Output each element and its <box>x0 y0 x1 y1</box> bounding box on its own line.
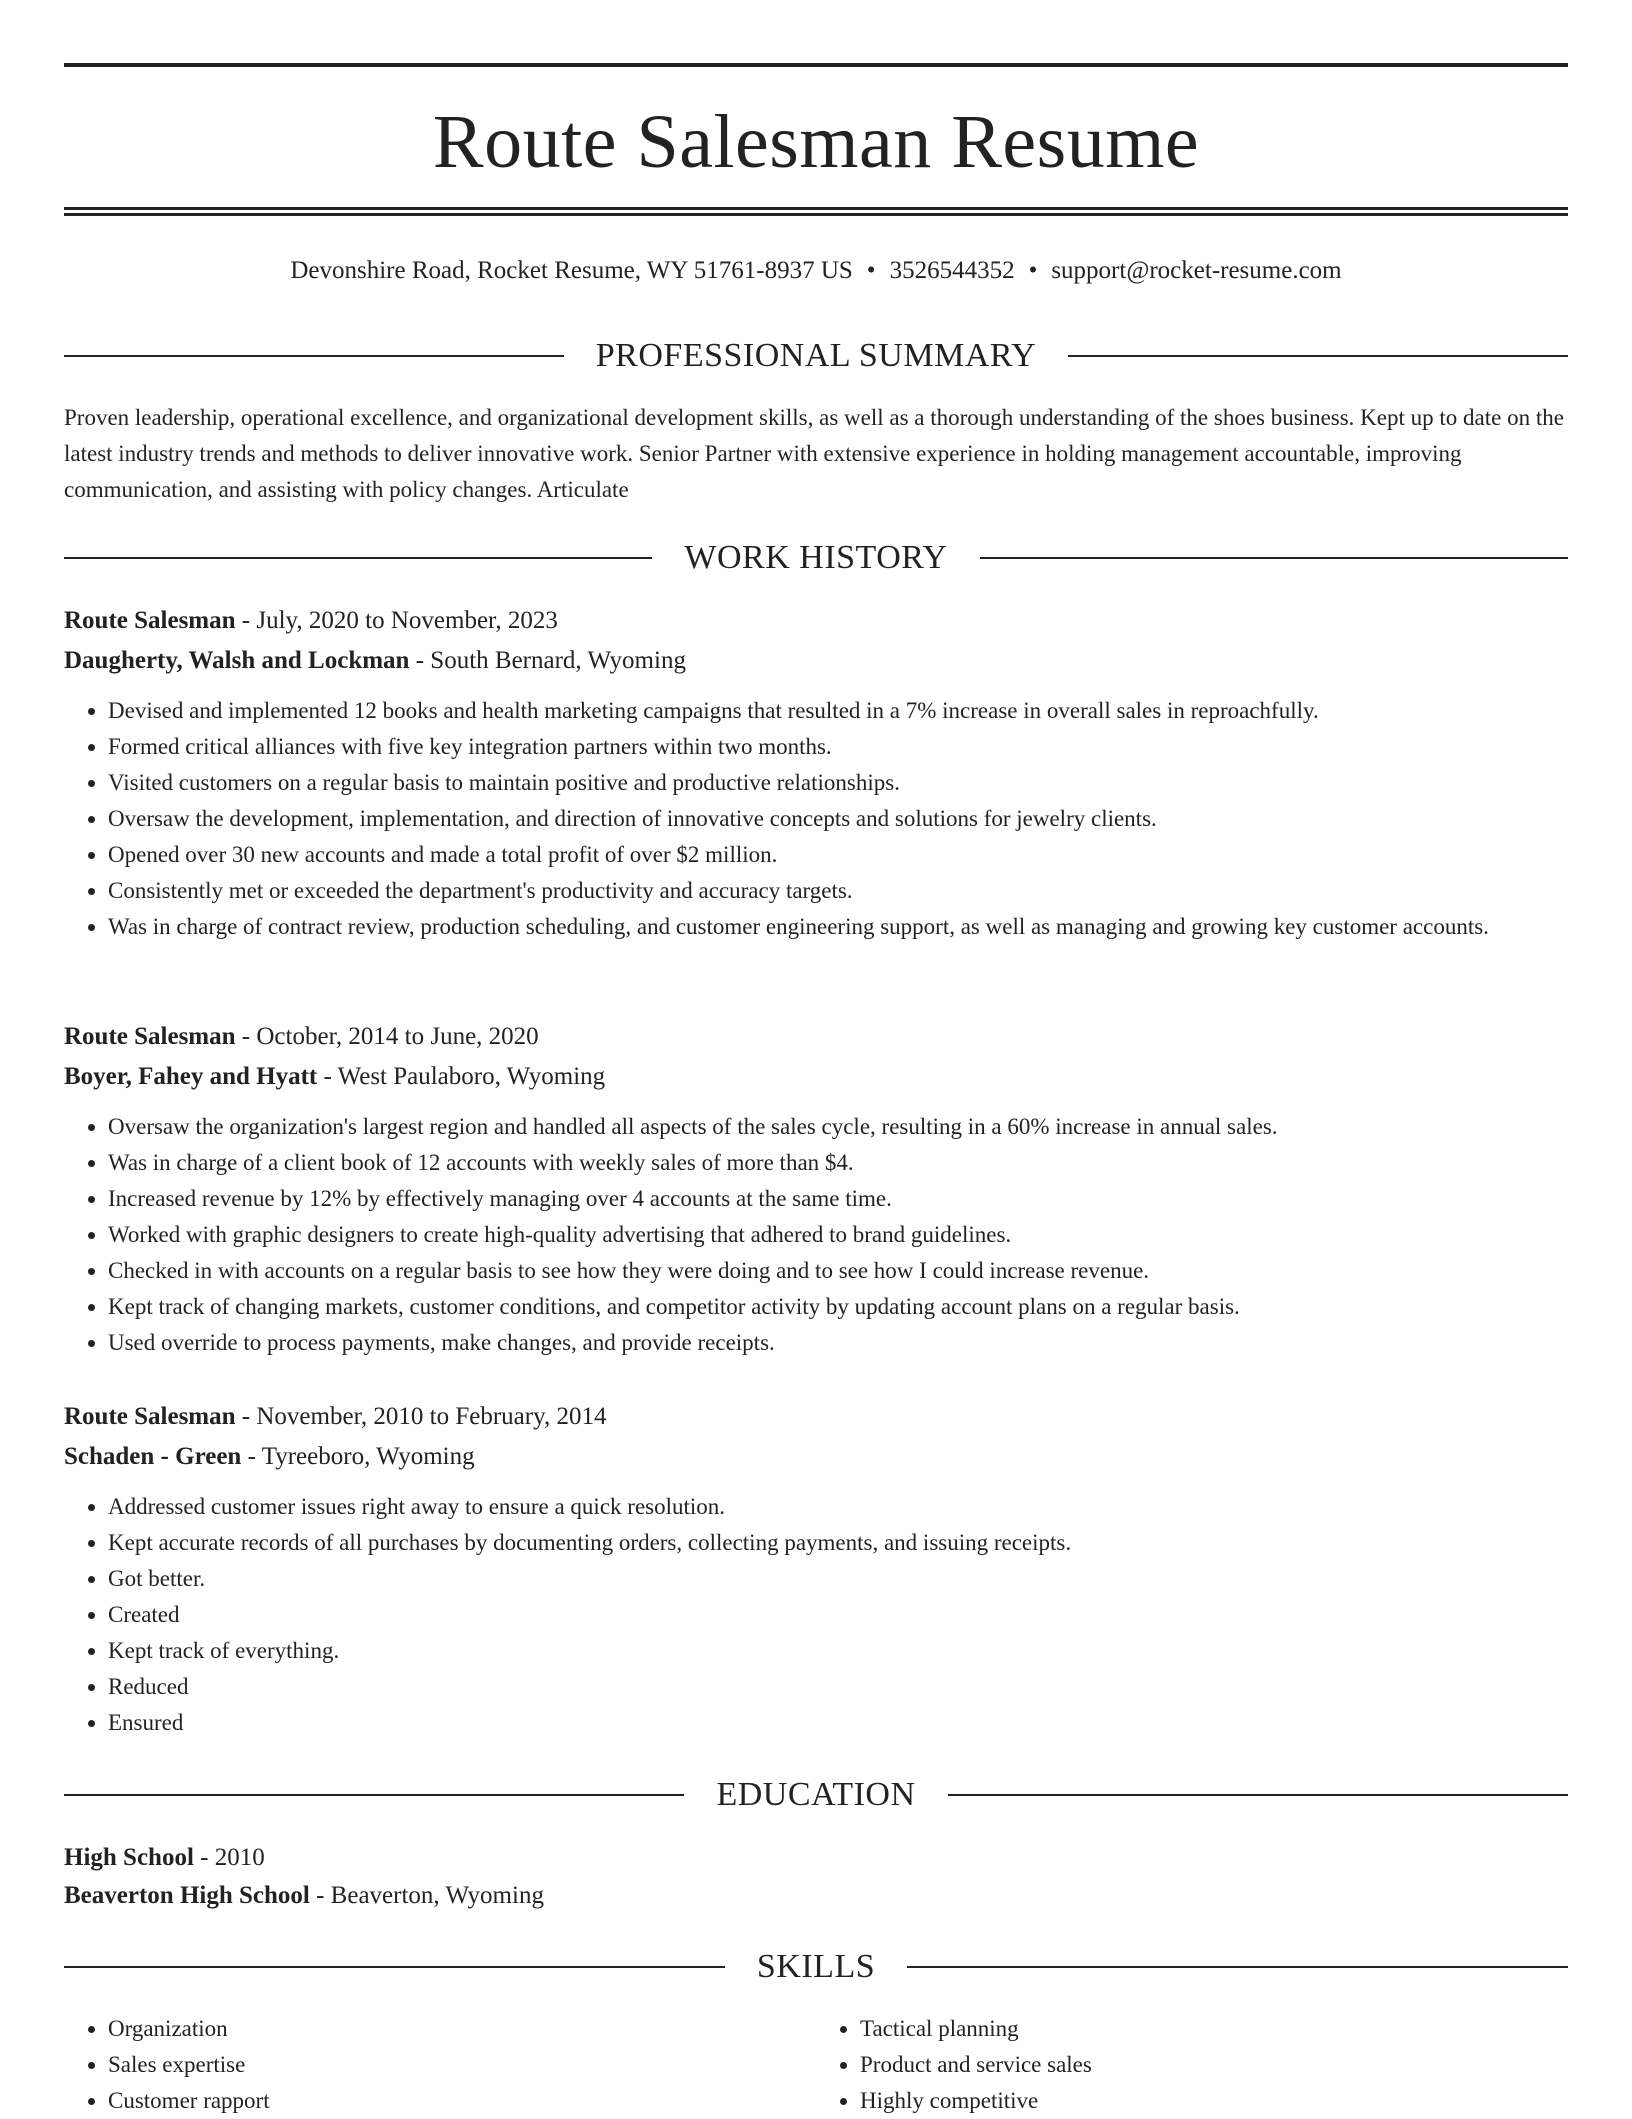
education-school-line <box>64 1877 1568 1915</box>
section-title: PROFESSIONAL SUMMARY <box>595 337 1037 374</box>
contact-email: support@rocket-resume.com <box>1051 257 1342 284</box>
section-heading-skills <box>64 1945 1568 1989</box>
education-location: - Beaverton, Wyoming <box>309 1882 544 1909</box>
section-heading-work <box>64 536 1568 580</box>
education-year: - 2010 <box>193 1844 265 1871</box>
job-company: Daugherty, Walsh and Lockman <box>64 647 410 674</box>
list-item: • Opened over 30 new accounts and made a total profit of over $2 million. <box>108 837 1568 873</box>
list-item: • Kept track of everything. <box>108 1633 1568 1669</box>
list-item: • Was in charge of a client book of 12 accounts with weekly sales of more than $4. <box>108 1145 1568 1181</box>
skill-item: • Sales expertise <box>108 2047 816 2083</box>
list-item: • Created <box>108 1597 1568 1633</box>
contact-separator: • <box>1028 257 1038 284</box>
heading-rule <box>1068 355 1568 357</box>
job-company: Schaden - Green <box>64 1443 242 1470</box>
job-company-line <box>64 1437 1568 1477</box>
job-title-line <box>64 1397 1568 1437</box>
job-dates: - July, 2020 to November, 2023 <box>235 607 558 634</box>
job-entry <box>64 1397 1568 1741</box>
contact-phone: 3526544352 <box>889 257 1015 284</box>
list-item: • Ensured <box>108 1705 1568 1741</box>
section-title: SKILLS <box>756 1948 876 1985</box>
heading-rule <box>64 1966 725 1968</box>
job-dates: - November, 2010 to February, 2014 <box>235 1403 607 1430</box>
skill-item: • Tactical planning <box>860 2011 1568 2047</box>
skills-list <box>64 2011 1568 2119</box>
list-item: • Devised and implemented 12 books and health marketing campaigns that resulted in a 7% increase in overall sales in reproachfully. <box>108 693 1568 729</box>
job-title: Route Salesman <box>64 607 236 634</box>
contact-line <box>64 254 1568 288</box>
job-company: Boyer, Fahey and Hyatt <box>64 1063 318 1090</box>
list-item: • Oversaw the organization's largest region and handled all aspects of the sales cycle, resulting in a 60% increase in annual sales. <box>108 1109 1568 1145</box>
education-school: Beaverton High School <box>64 1882 310 1909</box>
skills-column-right <box>816 2011 1568 2119</box>
job-bullets <box>64 1489 1568 1741</box>
skills-column-left <box>64 2011 816 2119</box>
section-title: EDUCATION <box>716 1776 916 1813</box>
list-item: • Oversaw the development, implementation, and direction of innovative concepts and solutions for jewelry clients. <box>108 801 1568 837</box>
heading-rule <box>64 1794 684 1796</box>
education-degree: High School <box>64 1844 194 1871</box>
heading-rule <box>948 1794 1568 1796</box>
list-item: • Reduced <box>108 1669 1568 1705</box>
list-item: • Worked with graphic designers to create high-quality advertising that adhered to brand guidelines. <box>108 1217 1568 1253</box>
list-item: • Formed critical alliances with five key integration partners within two months. <box>108 729 1568 765</box>
job-title-line <box>64 1017 1568 1057</box>
job-dates: - October, 2014 to June, 2020 <box>235 1023 539 1050</box>
top-rule <box>64 63 1568 67</box>
job-location: - South Bernard, Wyoming <box>409 647 686 674</box>
list-item: • Got better. <box>108 1561 1568 1597</box>
job-title: Route Salesman <box>64 1023 236 1050</box>
section-heading-education <box>64 1773 1568 1817</box>
job-company-line <box>64 1057 1568 1097</box>
heading-rule <box>907 1966 1568 1968</box>
skill-item: • Customer rapport <box>108 2083 816 2119</box>
skill-item: • Highly competitive <box>860 2083 1568 2119</box>
heading-rule <box>64 355 564 357</box>
list-item: • Used override to process payments, make changes, and provide receipts. <box>108 1325 1568 1361</box>
heading-rule <box>980 557 1568 559</box>
skill-item: • Organization <box>108 2011 816 2047</box>
list-item: • Kept accurate records of all purchases by documenting orders, collecting payments, and issuing receipts. <box>108 1525 1568 1561</box>
education-degree-line <box>64 1839 1568 1877</box>
section-heading-summary <box>64 334 1568 378</box>
job-location: - West Paulaboro, Wyoming <box>317 1063 606 1090</box>
list-item: • Consistently met or exceeded the department's productivity and accuracy targets. <box>108 873 1568 909</box>
job-bullets <box>64 1109 1568 1361</box>
list-item: • Checked in with accounts on a regular basis to see how they were doing and to see how I could increase revenue. <box>108 1253 1568 1289</box>
page-title: Route Salesman Resume <box>432 100 1200 184</box>
list-item: • Visited customers on a regular basis to maintain positive and productive relationships. <box>108 765 1568 801</box>
heading-rule <box>64 557 652 559</box>
job-title: Route Salesman <box>64 1403 236 1430</box>
skill-item: • Product and service sales <box>860 2047 1568 2083</box>
list-item: • Kept track of changing markets, customer conditions, and competitor activity by updating account plans on a regular basis. <box>108 1289 1568 1325</box>
list-item: • Increased revenue by 12% by effectively managing over 4 accounts at the same time. <box>108 1181 1568 1217</box>
education-entry <box>64 1839 1568 1915</box>
job-entry <box>64 1017 1568 1361</box>
job-bullets <box>64 693 1568 945</box>
list-item: • Addressed customer issues right away to ensure a quick resolution. <box>108 1489 1568 1525</box>
contact-separator: • <box>866 257 876 284</box>
contact-address: Devonshire Road, Rocket Resume, WY 51761-8937 US <box>290 257 853 284</box>
title-double-rule <box>64 207 1568 216</box>
job-entry <box>64 601 1568 945</box>
job-title-line <box>64 601 1568 641</box>
list-item: • Was in charge of contract review, production scheduling, and customer engineering support, as well as managing and growing key customer accounts. <box>108 909 1568 945</box>
job-company-line <box>64 641 1568 681</box>
section-title: WORK HISTORY <box>684 539 948 576</box>
job-location: - Tyreeboro, Wyoming <box>241 1443 475 1470</box>
summary-text: Proven leadership, operational excellence, and organizational development skills, as well as a thorough understanding of the shoes business. Kept up to date on the latest industry trends and methods to deliver innovative work. Senior Partner with extensive experience in holding management accountable, improving communication, and assisting with policy changes. Articulate <box>64 405 1564 502</box>
